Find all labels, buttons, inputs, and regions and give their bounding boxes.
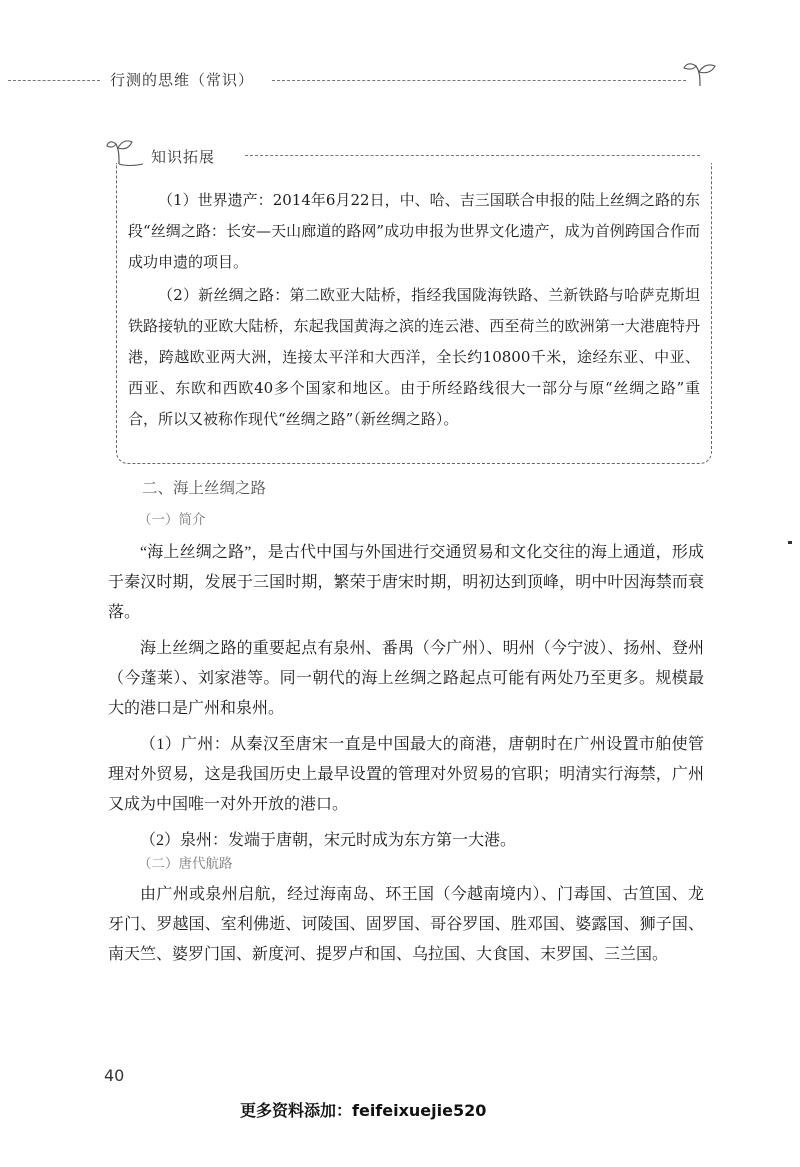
body-paragraph: （2）泉州：发端于唐朝，宋元时成为东方第一大港。 xyxy=(140,832,517,849)
body-paragraph: （1）广州：从秦汉至唐宋一直是中国最大的商港，唐朝时在广州设置市舶使管理对外贸易，这是我国历史上最早设置的管理对外贸易的官职；明清实行海禁，广州又成为中国唯一对外开放的港口。 xyxy=(108,736,704,813)
body-paragraph: 由广州或泉州启航，经过海南岛、环王国（今越南境内）、门毒国、古笪国、龙牙门、罗越国、室利佛逝、诃陵国、固罗国、哥谷罗国、胜邓国、婆露国、狮子国、南天竺、婆罗门国、新度河、提罗卢和国、乌拉国、大食国、末罗国、三兰国。 xyxy=(108,886,704,963)
body-paragraph: 海上丝绸之路的重要起点有泉州、番禺（今广州）、明州（今宁波）、扬州、登州（今蓬莱）、刘家港等。同一朝代的海上丝绸之路起点可能有两处乃至更多。规模最大的港口是广州和泉州。 xyxy=(108,640,704,717)
page-number: 40 xyxy=(104,1066,125,1085)
scan-mark xyxy=(788,541,792,544)
knowledge-box-content xyxy=(128,185,700,437)
subsection-intro-heading: （一）简介 xyxy=(138,512,206,528)
knowledge-box-rule xyxy=(245,155,700,156)
route-body xyxy=(108,880,704,970)
running-header xyxy=(0,68,800,98)
knowledge-box-title: 知识拓展 xyxy=(151,148,216,166)
running-title: 行测的思维（常识） xyxy=(110,71,255,89)
intro-body xyxy=(108,538,704,856)
sprout-icon xyxy=(682,56,718,88)
subsection-route-heading: （二）唐代航路 xyxy=(138,856,233,872)
knowledge-paragraph: （2）新丝绸之路：第二欧亚大陆桥，指经我国陇海铁路、兰新铁路与哈萨克斯坦铁路接轨的亚欧大陆桥，东起我国黄海之滨的连云港、西至荷兰的欧洲第一大港鹿特丹港，跨越欧亚两大洲，连接太平洋和大西洋，全长约10800千米，途经东亚、中亚、西亚、东欧和西欧40多个国家和地区。由于所经路线很大一部分与原“丝绸之路”重合，所以又被称作现代“丝绸之路”（新丝绸之路）。 xyxy=(128,286,700,428)
footer-note: 更多资料添加：feifeixuejie520 xyxy=(240,1101,487,1120)
header-rule-left xyxy=(8,80,100,81)
section-heading: 二、海上丝绸之路 xyxy=(142,479,267,497)
body-paragraph: “海上丝绸之路”，是古代中国与外国进行交通贸易和文化交往的海上通道，形成于秦汉时期，发展于三国时期，繁荣于唐宋时期，明初达到顶峰，明中叶因海禁而衰落。 xyxy=(108,544,704,621)
knowledge-paragraph: （1）世界遗产：2014年6月22日，中、哈、吉三国联合申报的陆上丝绸之路的东段“丝绸之路：长安—天山廊道的路网”成功申报为世界文化遗产，成为首例跨国合作而成功申遗的项目。 xyxy=(128,191,700,271)
header-rule-right xyxy=(272,80,686,81)
